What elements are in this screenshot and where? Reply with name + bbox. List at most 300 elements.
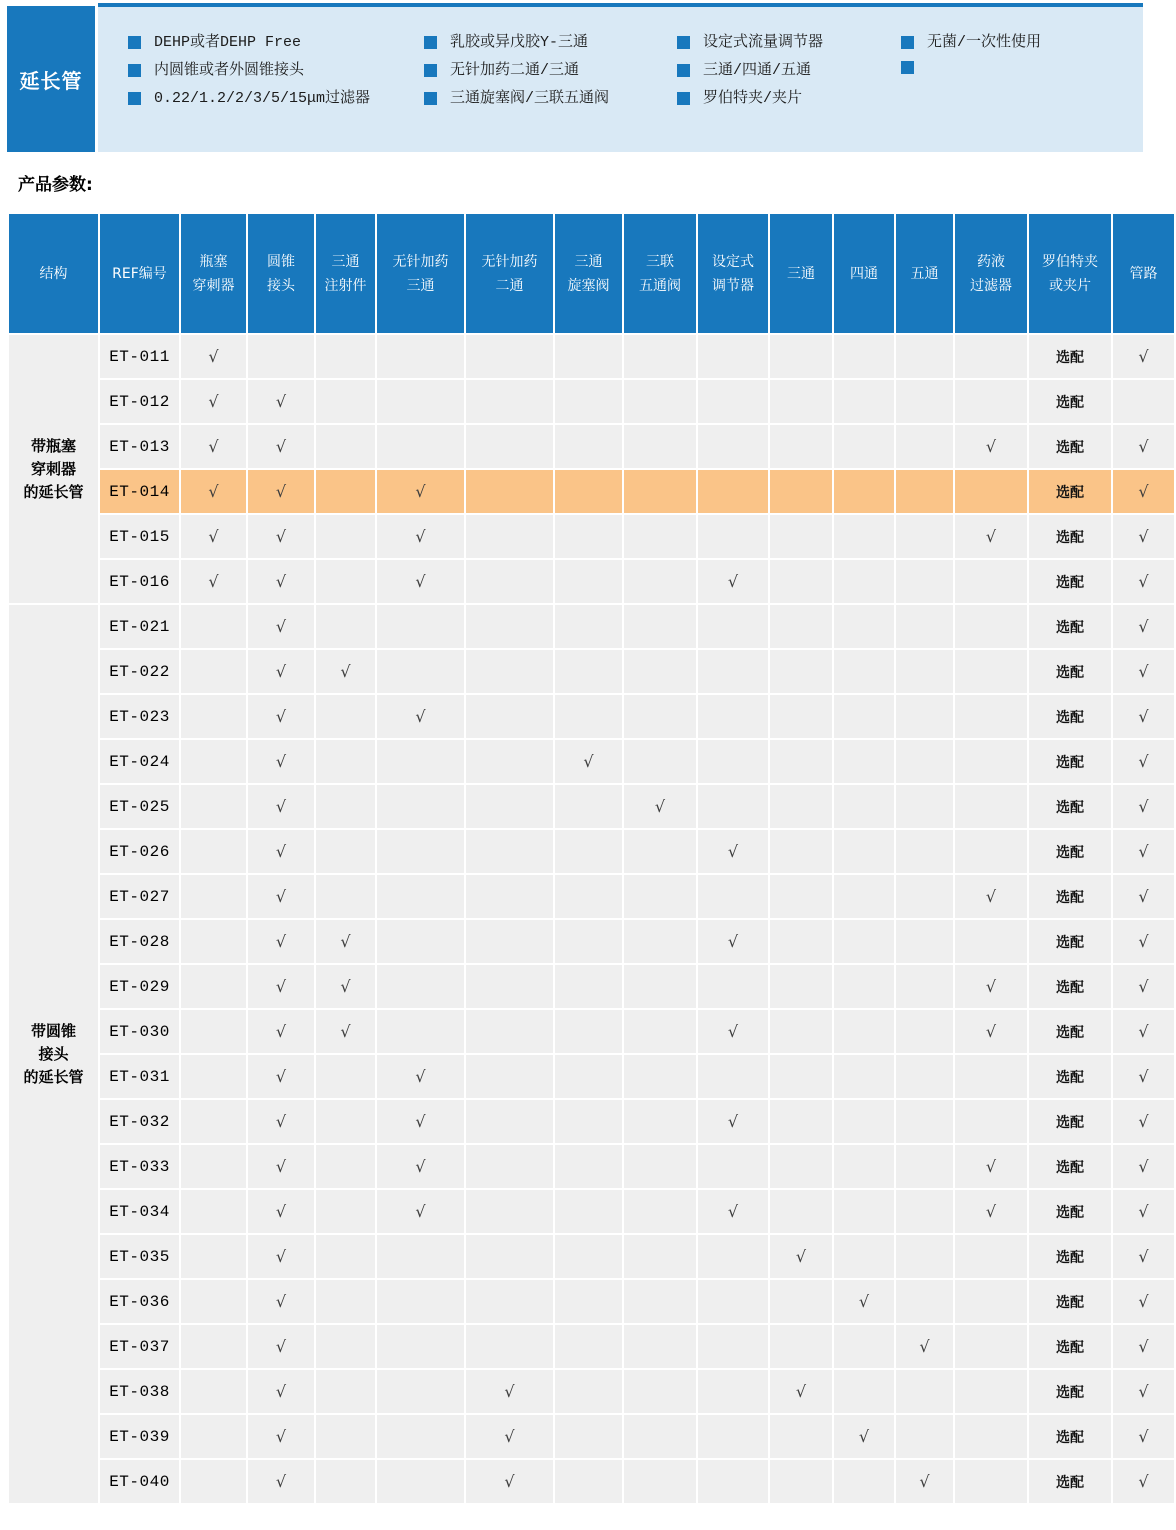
empty-cell [834, 875, 894, 918]
optional-cell: 选配 [1029, 335, 1111, 378]
check-cell: √ [377, 560, 464, 603]
check-cell: √ [248, 515, 314, 558]
empty-cell [770, 425, 832, 468]
optional-cell: 选配 [1029, 785, 1111, 828]
check-cell: √ [770, 1235, 832, 1278]
table-row [9, 695, 1174, 738]
optional-cell: 选配 [1029, 1370, 1111, 1413]
empty-cell [377, 1415, 464, 1458]
check-cell: √ [698, 1010, 768, 1053]
empty-cell [555, 830, 622, 873]
check-cell: √ [248, 470, 314, 513]
check-cell: √ [181, 470, 246, 513]
empty-cell [377, 875, 464, 918]
empty-cell [698, 875, 768, 918]
check-cell: √ [896, 1325, 953, 1368]
empty-cell [316, 830, 375, 873]
empty-cell [466, 425, 553, 468]
table-row [9, 875, 1174, 918]
ref-cell: ET-039 [100, 1415, 179, 1458]
ref-cell: ET-023 [100, 695, 179, 738]
check-cell: √ [316, 920, 375, 963]
check-cell: √ [181, 335, 246, 378]
check-cell: √ [1113, 515, 1174, 558]
ref-cell: ET-040 [100, 1460, 179, 1503]
empty-cell [555, 560, 622, 603]
feature-item-label: DEHP或者DEHP Free [154, 34, 302, 51]
check-cell: √ [1113, 1415, 1174, 1458]
check-cell: √ [1113, 920, 1174, 963]
empty-cell [698, 470, 768, 513]
check-cell: √ [698, 1100, 768, 1143]
feature-item-label: 三通旋塞阀/三联五通阀 [450, 90, 610, 107]
empty-cell [834, 560, 894, 603]
product-category-title: 延长管 [7, 6, 95, 152]
empty-cell [624, 425, 696, 468]
feature-item [128, 89, 424, 108]
table-row [9, 335, 1174, 378]
empty-cell [466, 1280, 553, 1323]
check-cell: √ [181, 560, 246, 603]
empty-cell [624, 830, 696, 873]
empty-cell [466, 785, 553, 828]
table-row [9, 1370, 1174, 1413]
empty-cell [316, 1145, 375, 1188]
check-cell: √ [698, 830, 768, 873]
empty-cell [316, 1325, 375, 1368]
empty-cell [770, 785, 832, 828]
feature-header [7, 3, 1143, 152]
empty-cell [955, 380, 1027, 423]
empty-cell [770, 875, 832, 918]
empty-cell [955, 785, 1027, 828]
column-header: 设定式 调节器 [698, 214, 768, 333]
empty-cell [555, 1370, 622, 1413]
empty-cell [181, 1055, 246, 1098]
empty-cell [466, 560, 553, 603]
optional-cell: 选配 [1029, 380, 1111, 423]
bullet-square-icon [128, 64, 141, 77]
empty-cell [896, 380, 953, 423]
empty-cell [896, 785, 953, 828]
empty-cell [555, 470, 622, 513]
check-cell: √ [1113, 425, 1174, 468]
optional-cell: 选配 [1029, 1145, 1111, 1188]
table-row [9, 380, 1174, 423]
empty-cell [555, 1280, 622, 1323]
feature-item-label: 乳胶或异戊胶Y-三通 [450, 34, 589, 51]
empty-cell [834, 650, 894, 693]
check-cell: √ [248, 650, 314, 693]
empty-cell [181, 650, 246, 693]
optional-cell: 选配 [1029, 1190, 1111, 1233]
empty-cell [181, 740, 246, 783]
table-row [9, 965, 1174, 1008]
check-cell: √ [834, 1280, 894, 1323]
empty-cell [624, 1235, 696, 1278]
empty-cell [316, 380, 375, 423]
check-cell: √ [834, 1415, 894, 1458]
table-row [9, 1100, 1174, 1143]
table-row [9, 920, 1174, 963]
empty-cell [834, 425, 894, 468]
optional-cell: 选配 [1029, 1010, 1111, 1053]
table-row [9, 425, 1174, 468]
empty-cell [896, 335, 953, 378]
ref-cell: ET-024 [100, 740, 179, 783]
optional-cell: 选配 [1029, 920, 1111, 963]
check-cell: √ [248, 1145, 314, 1188]
check-cell: √ [698, 920, 768, 963]
empty-cell [770, 560, 832, 603]
empty-cell [624, 1415, 696, 1458]
empty-cell [770, 1190, 832, 1233]
check-cell: √ [1113, 1325, 1174, 1368]
column-header: 三联 五通阀 [624, 214, 696, 333]
empty-cell [698, 1055, 768, 1098]
feature-item-label: 无针加药二通/三通 [450, 62, 580, 79]
feature-item [424, 33, 677, 52]
check-cell: √ [896, 1460, 953, 1503]
table-row [9, 605, 1174, 648]
check-cell: √ [955, 515, 1027, 558]
empty-cell [624, 1280, 696, 1323]
table-row [9, 470, 1174, 513]
empty-cell [555, 425, 622, 468]
empty-cell [834, 1235, 894, 1278]
empty-cell [555, 1235, 622, 1278]
empty-cell [896, 1010, 953, 1053]
column-header: 三通 旋塞阀 [555, 214, 622, 333]
empty-cell [698, 335, 768, 378]
table-row [9, 560, 1174, 603]
feature-item [424, 89, 677, 108]
empty-cell [770, 650, 832, 693]
feature-item [901, 61, 1141, 74]
empty-cell [770, 920, 832, 963]
empty-cell [555, 875, 622, 918]
check-cell: √ [1113, 560, 1174, 603]
empty-cell [316, 470, 375, 513]
check-cell: √ [181, 380, 246, 423]
check-cell: √ [248, 605, 314, 648]
empty-cell [466, 920, 553, 963]
column-header: 五通 [896, 214, 953, 333]
table-row [9, 785, 1174, 828]
check-cell: √ [248, 740, 314, 783]
empty-cell [896, 605, 953, 648]
table-row [9, 1145, 1174, 1188]
check-cell: √ [248, 920, 314, 963]
empty-cell [624, 560, 696, 603]
empty-cell [770, 470, 832, 513]
empty-cell [770, 965, 832, 1008]
empty-cell [834, 1190, 894, 1233]
empty-cell [698, 695, 768, 738]
check-cell: √ [377, 1145, 464, 1188]
empty-cell [770, 740, 832, 783]
optional-cell: 选配 [1029, 830, 1111, 873]
check-cell: √ [1113, 1145, 1174, 1188]
check-cell: √ [248, 1415, 314, 1458]
empty-cell [555, 515, 622, 558]
empty-cell [181, 830, 246, 873]
check-cell: √ [1113, 875, 1174, 918]
check-cell: √ [248, 425, 314, 468]
check-cell: √ [466, 1460, 553, 1503]
empty-cell [555, 1415, 622, 1458]
check-cell: √ [1113, 1280, 1174, 1323]
ref-cell: ET-026 [100, 830, 179, 873]
empty-cell [955, 1100, 1027, 1143]
check-cell: √ [316, 1010, 375, 1053]
empty-cell [248, 335, 314, 378]
empty-cell [770, 1460, 832, 1503]
table-row [9, 740, 1174, 783]
bullet-square-icon [424, 64, 437, 77]
empty-cell [466, 830, 553, 873]
empty-cell [624, 1055, 696, 1098]
features-panel [98, 3, 1143, 152]
check-cell: √ [1113, 740, 1174, 783]
bullet-square-icon [424, 92, 437, 105]
empty-cell [896, 1145, 953, 1188]
check-cell: √ [248, 1100, 314, 1143]
empty-cell [955, 335, 1027, 378]
table-row [9, 1325, 1174, 1368]
empty-cell [624, 1325, 696, 1368]
bullet-square-icon [128, 36, 141, 49]
empty-cell [770, 1010, 832, 1053]
empty-cell [181, 785, 246, 828]
empty-cell [770, 515, 832, 558]
check-cell: √ [377, 695, 464, 738]
empty-cell [466, 1235, 553, 1278]
empty-cell [834, 380, 894, 423]
empty-cell [624, 650, 696, 693]
column-header: 三通 [770, 214, 832, 333]
check-cell: √ [466, 1415, 553, 1458]
check-cell: √ [248, 830, 314, 873]
check-cell: √ [248, 560, 314, 603]
empty-cell [316, 740, 375, 783]
table-row [9, 1055, 1174, 1098]
empty-cell [316, 875, 375, 918]
group-cell: 带瓶塞 穿刺器 的延长管 [9, 335, 98, 603]
empty-cell [181, 605, 246, 648]
check-cell: √ [770, 1370, 832, 1413]
empty-cell [377, 1280, 464, 1323]
empty-cell [377, 920, 464, 963]
empty-cell [770, 1145, 832, 1188]
empty-cell [377, 380, 464, 423]
empty-cell [316, 1460, 375, 1503]
empty-cell [955, 1415, 1027, 1458]
empty-cell [896, 1100, 953, 1143]
empty-cell [896, 920, 953, 963]
empty-cell [181, 1190, 246, 1233]
check-cell: √ [181, 515, 246, 558]
table-row [9, 1280, 1174, 1323]
empty-cell [181, 1235, 246, 1278]
optional-cell: 选配 [1029, 740, 1111, 783]
column-header: 罗伯特夹 或夹片 [1029, 214, 1111, 333]
empty-cell [896, 1415, 953, 1458]
empty-cell [834, 470, 894, 513]
check-cell: √ [1113, 1055, 1174, 1098]
optional-cell: 选配 [1029, 425, 1111, 468]
ref-cell: ET-022 [100, 650, 179, 693]
empty-cell [955, 1460, 1027, 1503]
check-cell: √ [1113, 695, 1174, 738]
empty-cell [555, 1100, 622, 1143]
check-cell: √ [248, 1010, 314, 1053]
empty-cell [770, 1280, 832, 1323]
empty-cell [770, 380, 832, 423]
empty-cell [896, 515, 953, 558]
empty-cell [466, 1100, 553, 1143]
optional-cell: 选配 [1029, 965, 1111, 1008]
empty-cell [896, 560, 953, 603]
empty-cell [698, 605, 768, 648]
empty-cell [955, 560, 1027, 603]
empty-cell [181, 1010, 246, 1053]
check-cell: √ [1113, 1370, 1174, 1413]
empty-cell [770, 830, 832, 873]
table-row [9, 1235, 1174, 1278]
empty-cell [698, 1325, 768, 1368]
empty-cell [955, 695, 1027, 738]
empty-cell [834, 830, 894, 873]
check-cell: √ [466, 1370, 553, 1413]
empty-cell [624, 1370, 696, 1413]
check-cell: √ [248, 380, 314, 423]
empty-cell [466, 335, 553, 378]
check-cell: √ [248, 965, 314, 1008]
check-cell: √ [1113, 1235, 1174, 1278]
empty-cell [466, 515, 553, 558]
empty-cell [555, 1055, 622, 1098]
empty-cell [466, 875, 553, 918]
header-row [9, 214, 1174, 333]
empty-cell [316, 515, 375, 558]
feature-item-label: 设定式流量调节器 [703, 34, 824, 51]
empty-cell [466, 1055, 553, 1098]
check-cell: √ [955, 875, 1027, 918]
table-row [9, 1415, 1174, 1458]
empty-cell [698, 1145, 768, 1188]
empty-cell [181, 1415, 246, 1458]
optional-cell: 选配 [1029, 695, 1111, 738]
check-cell: √ [1113, 1010, 1174, 1053]
product-table [7, 212, 1176, 1505]
empty-cell [896, 830, 953, 873]
optional-cell: 选配 [1029, 1415, 1111, 1458]
empty-cell [955, 830, 1027, 873]
empty-cell [698, 1415, 768, 1458]
empty-cell [834, 1010, 894, 1053]
empty-cell [624, 1145, 696, 1188]
empty-cell [555, 695, 622, 738]
ref-cell: ET-016 [100, 560, 179, 603]
ref-cell: ET-034 [100, 1190, 179, 1233]
empty-cell [466, 605, 553, 648]
empty-cell [770, 1325, 832, 1368]
empty-cell [377, 965, 464, 1008]
empty-cell [834, 1460, 894, 1503]
check-cell: √ [698, 1190, 768, 1233]
empty-cell [377, 605, 464, 648]
empty-cell [955, 1055, 1027, 1098]
check-cell: √ [248, 1460, 314, 1503]
check-cell: √ [1113, 335, 1174, 378]
bullet-square-icon [901, 36, 914, 49]
empty-cell [955, 1325, 1027, 1368]
ref-cell: ET-030 [100, 1010, 179, 1053]
empty-cell [770, 1100, 832, 1143]
check-cell: √ [248, 1325, 314, 1368]
column-header: 瓶塞 穿刺器 [181, 214, 246, 333]
check-cell: √ [555, 740, 622, 783]
empty-cell [555, 1460, 622, 1503]
check-cell: √ [248, 1280, 314, 1323]
empty-cell [466, 740, 553, 783]
column-header: 药液 过滤器 [955, 214, 1027, 333]
table-row [9, 1190, 1174, 1233]
empty-cell [770, 695, 832, 738]
empty-cell [316, 1370, 375, 1413]
check-cell: √ [955, 1145, 1027, 1188]
ref-cell: ET-037 [100, 1325, 179, 1368]
check-cell: √ [377, 470, 464, 513]
check-cell: √ [955, 425, 1027, 468]
empty-cell [466, 380, 553, 423]
empty-cell [377, 830, 464, 873]
features-column [901, 33, 1141, 74]
column-header: 无针加药 三通 [377, 214, 464, 333]
optional-cell: 选配 [1029, 1235, 1111, 1278]
empty-cell [955, 740, 1027, 783]
empty-cell [834, 335, 894, 378]
empty-cell [698, 740, 768, 783]
empty-cell [466, 1190, 553, 1233]
empty-cell [624, 920, 696, 963]
empty-cell [466, 1325, 553, 1368]
empty-cell [955, 650, 1027, 693]
feature-item-label: 罗伯特夹/夹片 [703, 90, 803, 107]
empty-cell [555, 1010, 622, 1053]
empty-cell [834, 965, 894, 1008]
column-header: REF编号 [100, 214, 179, 333]
optional-cell: 选配 [1029, 560, 1111, 603]
empty-cell [624, 605, 696, 648]
empty-cell [181, 1325, 246, 1368]
empty-cell [834, 1370, 894, 1413]
check-cell: √ [248, 1370, 314, 1413]
ref-cell: ET-011 [100, 335, 179, 378]
optional-cell: 选配 [1029, 1325, 1111, 1368]
ref-cell: ET-031 [100, 1055, 179, 1098]
empty-cell [466, 470, 553, 513]
empty-cell [1113, 380, 1174, 423]
empty-cell [316, 1235, 375, 1278]
empty-cell [834, 1325, 894, 1368]
empty-cell [834, 920, 894, 963]
empty-cell [316, 560, 375, 603]
empty-cell [181, 1460, 246, 1503]
empty-cell [955, 1280, 1027, 1323]
optional-cell: 选配 [1029, 875, 1111, 918]
